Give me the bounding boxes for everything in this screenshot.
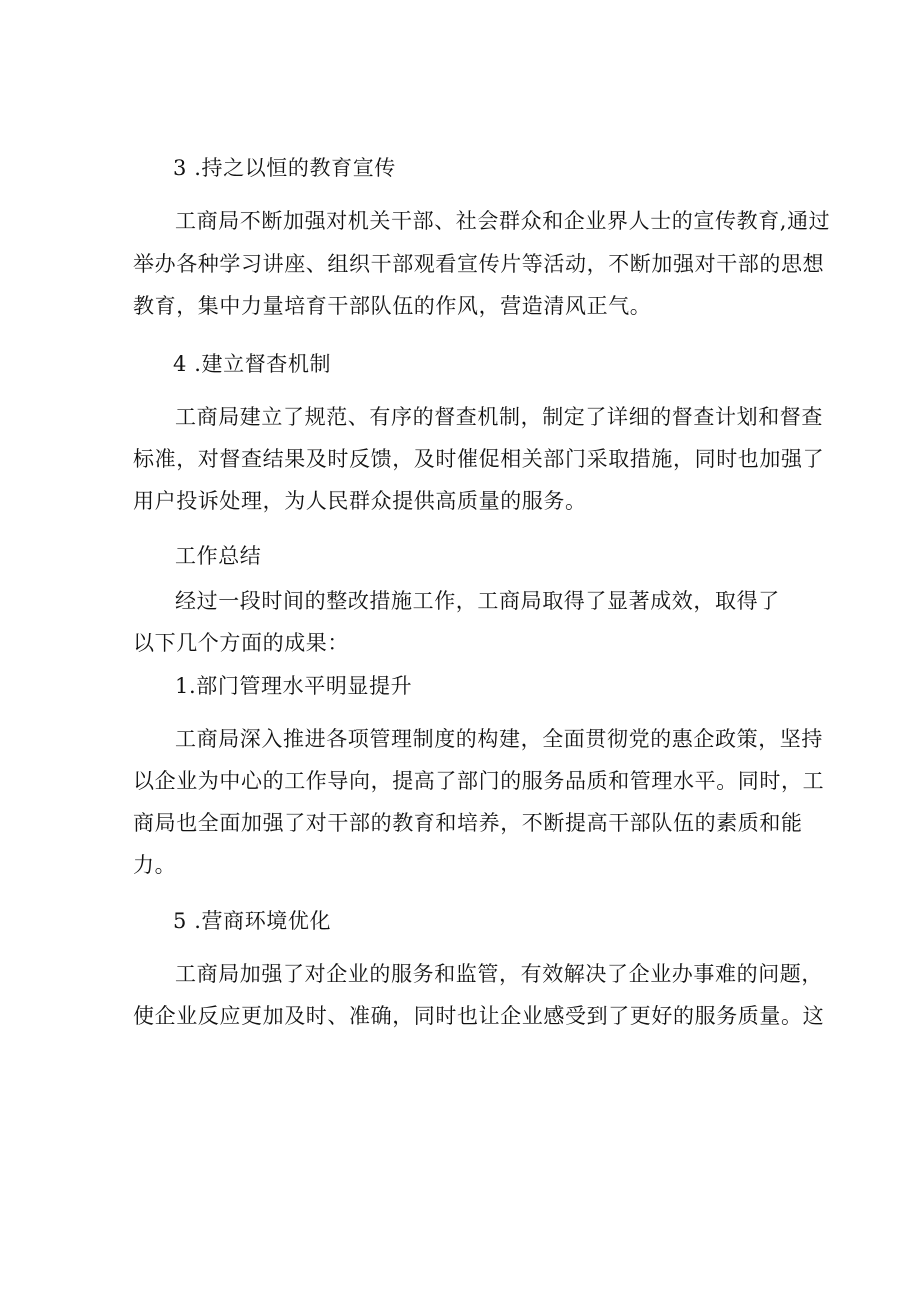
paragraph-line: 工商局不断加强对机关干部、社会群众和企业界人士的宣传教育,通过	[175, 209, 831, 233]
paragraph-line: 工商局加强了对企业的服务和监管，有效解决了企业办事难的问题，	[175, 962, 823, 986]
paragraph-line: 用户投诉处理，为人民群众提供高质量的服务。	[133, 489, 587, 513]
paragraph-line: 工商局建立了规范、有序的督查机制，制定了详细的督查计划和督查	[175, 405, 823, 429]
section-heading-management: 1.部门管理水平明显提升	[175, 674, 413, 698]
paragraph-line: 举办各种学习讲座、组织干部观看宣传片等活动，不断加强对干部的思想	[133, 252, 825, 276]
paragraph-line: 经过一段时间的整改措施工作，工商局取得了显著成效，取得了	[175, 589, 780, 613]
section-heading-education: 3 .持之以恒的教育宣传	[173, 156, 396, 180]
paragraph-line: 力。	[133, 853, 177, 877]
paragraph-line: 以企业为中心的工作导向，提高了部门的服务品质和管理水平。同时，工	[133, 769, 825, 793]
paragraph-line: 商局也全面加强了对干部的教育和培养，不断提高干部队伍的素质和能	[133, 811, 803, 835]
paragraph-line: 教育，集中力量培育干部队伍的作风，营造清风正气。	[133, 294, 652, 318]
paragraph-line: 标准，对督查结果及时反馈，及时催促相关部门采取措施，同时也加强了	[133, 447, 825, 471]
paragraph-line: 以下几个方面的成果：	[133, 631, 349, 655]
paragraph-line: 使企业反应更加及时、准确，同时也让企业感受到了更好的服务质量。这	[133, 1004, 825, 1028]
section-heading-summary: 工作总结	[175, 544, 262, 568]
paragraph-line: 工商局深入推进各项管理制度的构建，全面贯彻党的惠企政策，坚持	[175, 727, 823, 751]
section-heading-business-environment: 5 .营商环境优化	[173, 909, 332, 933]
section-heading-supervision: 4 .建立督杳机制	[173, 352, 332, 376]
